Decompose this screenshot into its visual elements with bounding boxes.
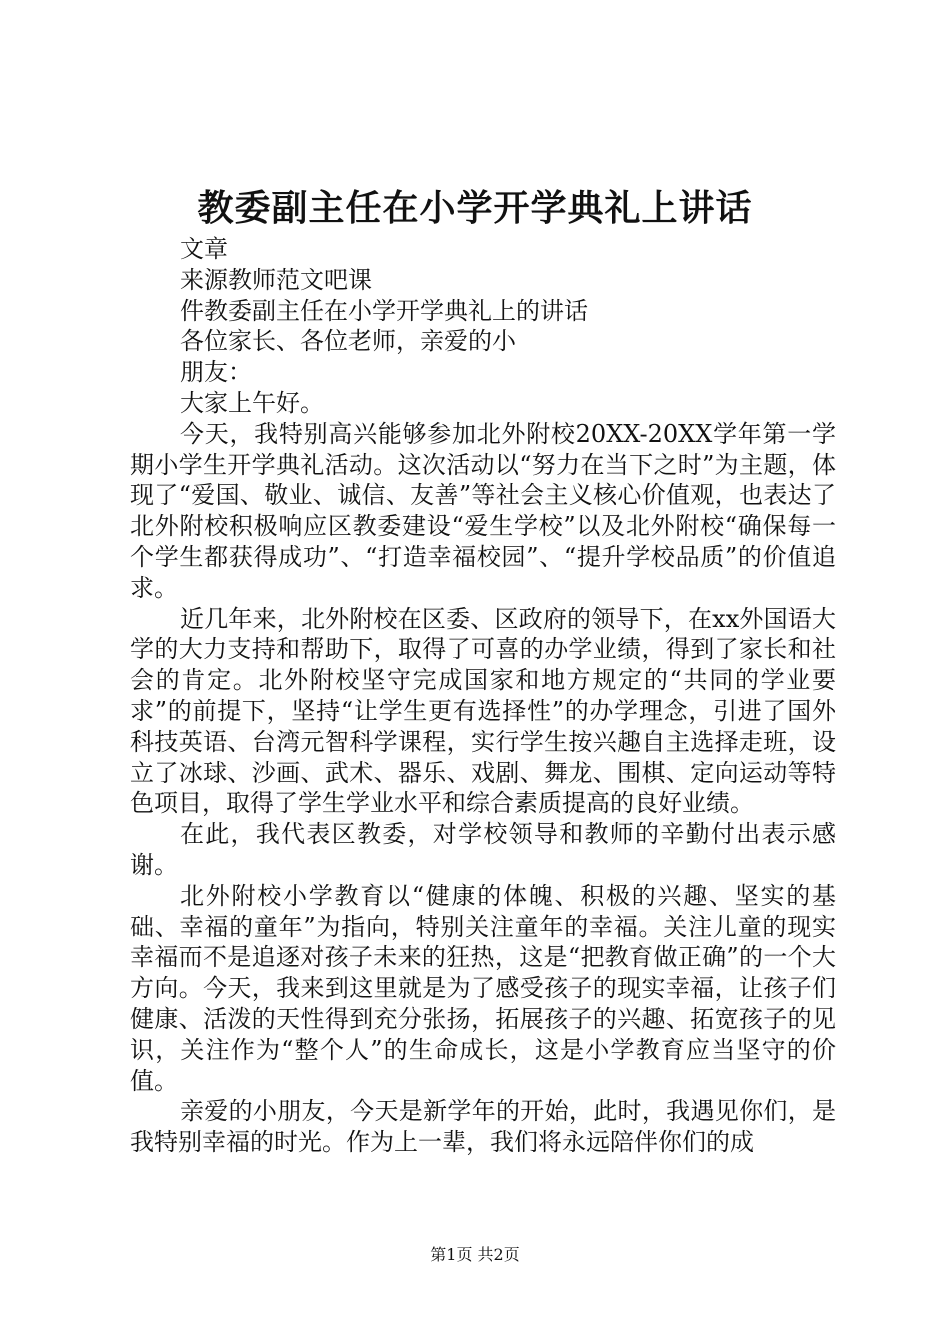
paragraph: 近几年来，北外附校在区委、区政府的领导下，在xx外国语大学的大力支持和帮助下，取得了可喜的办学业绩，得到了家长和社会的肯定。北外附校坚守完成国家和地方规定的“共同的学业要求”的前提下，坚持“让学生更有选择性”的办学理念，引进了国外科技英语、台湾元智科学课程，实行学生按兴趣自主选择走班，设立了冰球、沙画、武术、器乐、戏剧、舞龙、围棋、定向运动等特色项目，取得了学生学业水平和综合素质提高的良好业绩。 xyxy=(130,604,836,818)
document-title: 教委副主任在小学开学典礼上讲话 xyxy=(197,187,753,229)
header-line: 件教委副主任在小学开学典礼上的讲话 xyxy=(180,296,588,325)
paragraph: 今天，我特别高兴能够参加北外附校20XX-20XX学年第一学期小学生开学典礼活动。这次活动以“努力在当下之时”为主题，体现了“爱国、敬业、诚信、友善”等社会主义核心价值观，也表达了北外附校积极响应区教委建设“爱生学校”以及北外附校“确保每一个学生都获得成功”、“打造幸福校园”、“提升学校品质”的价值追求。 xyxy=(130,419,836,602)
page-footer: 第1页 共2页 xyxy=(430,1245,520,1264)
header-line: 来源教师范文吧课 xyxy=(180,265,372,294)
greeting-line: 大家上午好。 xyxy=(180,388,324,417)
paragraph: 在此，我代表区教委，对学校领导和教师的辛勤付出表示感谢。 xyxy=(130,820,836,879)
paragraph: 北外附校小学教育以“健康的体魄、积极的兴趣、坚实的基础、幸福的童年”为指向，特别关注童年的幸福。关注儿童的现实幸福而不是追逐对孩子未来的狂热，这是“把教育做正确”的一个大方向。今天，我来到这里就是为了感受孩子的现实幸福，让孩子们健康、活泼的天性得到充分张扬，拓展孩子的兴趣、拓宽孩子的见识，关注作为“整个人”的生命成长，这是小学教育应当坚守的价值。 xyxy=(130,881,836,1095)
header-line: 文章 xyxy=(180,235,228,263)
document-body xyxy=(130,234,836,1158)
header-line: 朋友： xyxy=(180,358,252,387)
header-line: 各位家长、各位老师，亲爱的小 xyxy=(180,327,516,356)
paragraph: 亲爱的小朋友，今天是新学年的开始，此时，我遇见你们，是我特别幸福的时光。作为上一辈，我们将永远陪伴你们的成 xyxy=(130,1097,836,1157)
